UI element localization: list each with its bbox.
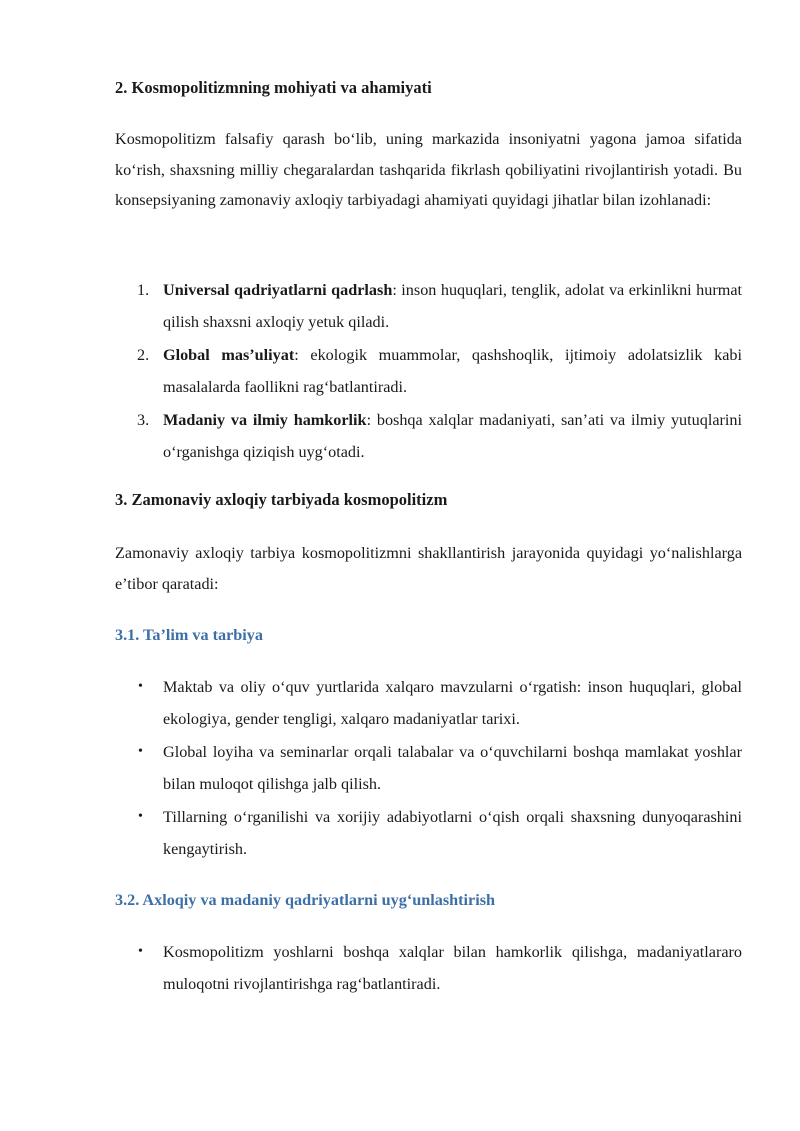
bullet-list [115,936,742,1000]
list-term: Madaniy va ilmiy hamkorlik [163,411,367,429]
list-item [115,339,742,403]
list-text: Tillarning o‘rganilishi va xorijiy adabiyotlarni o‘qish orqali shaxsning dunyoqarashini kengaytirish. [163,808,742,858]
principles-list [115,274,742,468]
section-heading: 3. Zamonaviy axloqiy tarbiyada kosmopolitizm [115,490,448,509]
list-number: 3. [137,411,150,429]
section-paragraph: Zamonaviy axloqiy tarbiya kosmopolitizmni shakllantirish jarayonida quyidagi yo‘nalishlarga e’tibor qaratadi: [115,544,742,593]
section-heading: 2. Kosmopolitizmning mohiyati va ahamiyati [115,78,432,97]
list-item [115,404,742,468]
bullet-icon: • [138,809,143,824]
list-text: : inson huquqlari, tenglik, adolat va erkinlikni hurmat qilish shaxsni axloqiy yetuk qiladi. [163,281,742,331]
list-text: Kosmopolitizm yoshlarni boshqa xalqlar bilan hamkorlik qilishga, madaniyatlararo muloqotni rivojlantirishga rag‘batlantiradi. [163,943,742,993]
list-text: : ekologik muammolar, qashshoqlik, ijtimoiy adolatsizlik kabi masalalarda faollikni rag‘batlantiradi. [163,346,742,396]
list-text: Maktab va oliy o‘quv yurtlarida xalqaro mavzularni o‘rgatish: inson huquqlari, global ekologiya, gender tengligi, xalqaro madaniyatlar tarixi. [163,678,742,728]
list-term: Global mas’uliyat [163,346,295,364]
bullet-icon: • [138,679,143,694]
list-term: Universal qadriyatlarni qadrlash [163,281,393,299]
list-item [115,736,742,800]
list-item [115,274,742,338]
list-item [115,801,742,865]
list-number: 2. [137,346,150,364]
list-item [115,671,742,735]
intro-paragraph: Kosmopolitizm falsafiy qarash bo‘lib, uning markazida insoniyatni yagona jamoa sifatida ko‘rish, shaxsning milliy chegaralardan tashqarida fikrlash qobiliyatini rivojlantirish yotadi. Bu konsepsiyaning zamonaviy axloqiy tarbiyadagi ahamiyati quyidagi jihatlar bilan izohlanadi: [115,130,742,209]
bullet-icon: • [138,744,143,759]
bullet-icon: • [138,944,143,959]
list-number: 1. [137,281,150,299]
list-text: Global loyiha va seminarlar orqali talabalar va o‘quvchilarni boshqa mamlakat yoshlar bilan muloqot qilishga jalb qilish. [163,743,742,793]
list-text: : boshqa xalqlar madaniyati, san’ati va ilmiy yutuqlarini o‘rganishga qiziqish uyg‘otadi. [163,411,742,461]
bullet-list [115,671,742,865]
list-item [115,936,742,1000]
subsection-heading: 3.1. Ta’lim va tarbiya [115,626,263,644]
subsection-heading: 3.2. Axloqiy va madaniy qadriyatlarni uyg‘unlashtirish [115,891,496,909]
